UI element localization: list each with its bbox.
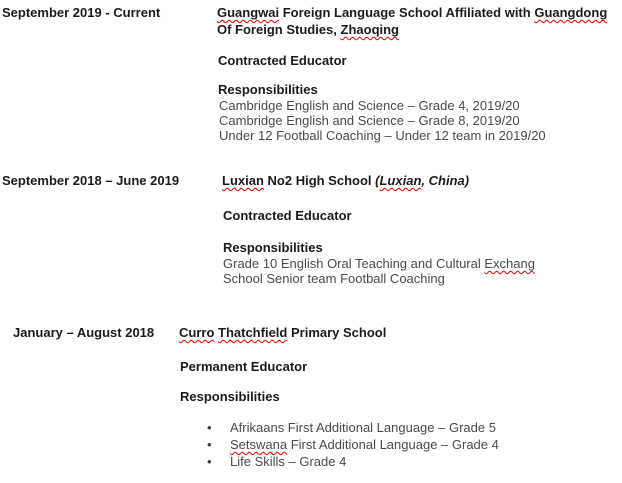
- misspelled-word: Luxian: [379, 173, 422, 188]
- responsibility-list: [219, 98, 546, 143]
- responsibility-text: Cambridge English and Science – Grade 8, 2019/20: [219, 113, 520, 128]
- job-title: Contracted Educator: [223, 208, 352, 223]
- misspelled-word: Zhaoqing: [340, 22, 400, 37]
- bullet-list: [207, 419, 499, 470]
- bullet-dot-icon: •: [207, 420, 212, 435]
- responsibility-text: Grade 10 English Oral Teaching and Cultural: [223, 256, 485, 271]
- bullet-item: [207, 419, 499, 436]
- bullet-text: First Additional Language – Grade 4: [287, 437, 499, 452]
- school-name-text: Primary School: [287, 325, 387, 340]
- school-name-text: No2 High School: [263, 173, 376, 188]
- school-name-line: [179, 324, 386, 341]
- misspelled-word: Setswana: [230, 437, 288, 452]
- job-title: Permanent Educator: [180, 359, 308, 374]
- responsibilities-heading: Responsibilities: [218, 82, 318, 97]
- responsibility-line: [219, 113, 546, 128]
- school-name: [179, 324, 386, 341]
- responsibility-line: [223, 256, 535, 271]
- school-location-text: (: [375, 173, 380, 188]
- responsibility-line: [219, 128, 546, 143]
- responsibility-line: [219, 98, 546, 113]
- school-name-text: Of Foreign Studies,: [217, 22, 341, 37]
- school-name-line: [222, 172, 469, 189]
- entry-date: September 2019 - Current: [2, 5, 161, 20]
- responsibility-text: Cambridge English and Science – Grade 4, 2019/20: [219, 98, 520, 113]
- bullet-dot-icon: •: [207, 454, 212, 469]
- job-title: Contracted Educator: [218, 53, 347, 68]
- responsibility-list: [223, 256, 535, 286]
- bullet-item: [207, 453, 499, 470]
- misspelled-word: Guangwai: [217, 5, 280, 20]
- bullet-item: [207, 436, 499, 453]
- responsibilities-heading: Responsibilities: [223, 240, 323, 255]
- responsibility-text: Under 12 Football Coaching – Under 12 team in 2019/20: [219, 128, 546, 143]
- school-location-text: , China): [421, 173, 470, 188]
- responsibility-text: School Senior team Football Coaching: [223, 271, 445, 286]
- bullet-dot-icon: •: [207, 437, 212, 452]
- entry-date: September 2018 – June 2019: [2, 173, 180, 188]
- entry-date: January – August 2018: [13, 325, 155, 340]
- bullet-text: Life Skills – Grade 4: [230, 454, 347, 469]
- school-name-text: Foreign Language School Affiliated with: [279, 5, 535, 20]
- school-name: [217, 4, 607, 38]
- misspelled-word: Thatchfield: [218, 325, 288, 340]
- misspelled-word: Guangdong: [534, 5, 608, 20]
- school-name-line: [217, 4, 607, 21]
- misspelled-word: Exchang: [484, 256, 535, 271]
- responsibilities-heading: Responsibilities: [180, 389, 280, 404]
- school-name: [222, 172, 469, 189]
- misspelled-word: Luxian: [222, 173, 264, 188]
- misspelled-word: Curro: [179, 325, 215, 340]
- bullet-text: Afrikaans First Additional Language – Grade 5: [230, 420, 496, 435]
- responsibility-line: [223, 271, 535, 286]
- school-name-line: [217, 21, 607, 38]
